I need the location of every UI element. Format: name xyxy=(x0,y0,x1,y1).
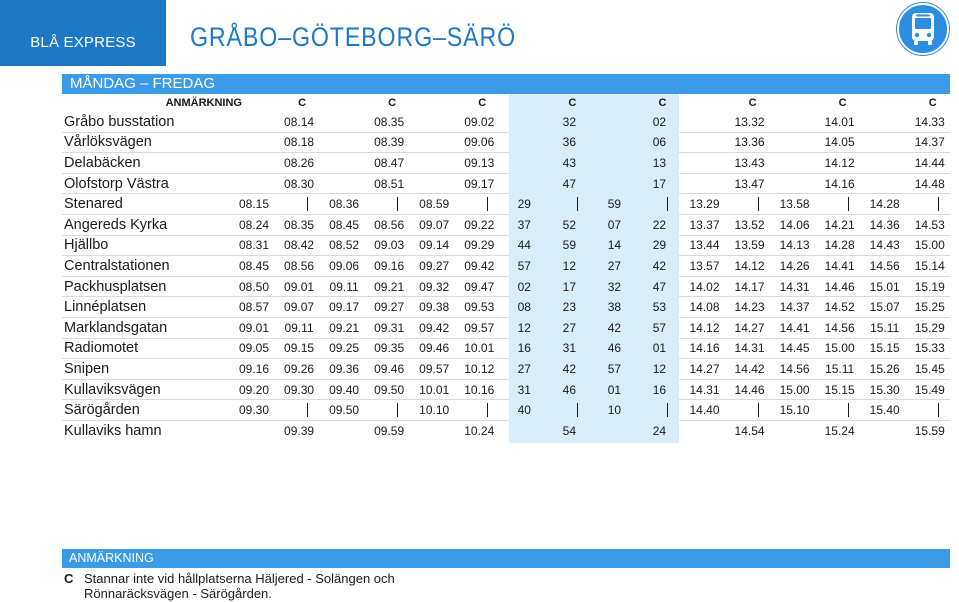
stop-row xyxy=(62,256,950,277)
departure-time: 15.15 xyxy=(824,382,855,397)
departure-time: 09.11 xyxy=(284,320,314,335)
departure-time: 01 xyxy=(607,382,622,397)
departure-time: 46 xyxy=(562,382,577,397)
departure-time: 14.06 xyxy=(779,217,810,232)
departure-time: 01 xyxy=(652,341,667,356)
departure-time: 09.50 xyxy=(329,403,360,418)
departure-time: 15.59 xyxy=(914,424,945,439)
stop-row xyxy=(62,421,950,442)
departure-time: 15.07 xyxy=(869,300,900,315)
departure-time: 08.18 xyxy=(284,135,315,150)
departure-time: 14.12 xyxy=(824,155,855,170)
departure-time: 14.37 xyxy=(914,135,945,150)
note-code: C xyxy=(388,97,397,109)
departure-time: 09.27 xyxy=(374,300,405,315)
day-label: MÅNDAG – FREDAG xyxy=(62,74,950,94)
departure-time: 15.10 xyxy=(779,403,810,418)
note-label: ANMÄRKNING xyxy=(165,97,242,109)
departure-time: 09.16 xyxy=(374,258,405,273)
departure-time: 14 xyxy=(607,238,622,253)
departure-time: 46 xyxy=(607,341,622,356)
stop-name: Särögården xyxy=(64,402,140,419)
departure-time: 57 xyxy=(652,320,667,335)
departure-time: 15.40 xyxy=(869,403,900,418)
departure-time: 02 xyxy=(652,114,667,129)
departure-time: 43 xyxy=(562,155,577,170)
departure-time: 14.53 xyxy=(914,217,945,232)
departure-time: 13.57 xyxy=(689,258,720,273)
departure-time: 59 xyxy=(562,238,577,253)
departure-time: 09.21 xyxy=(329,320,360,335)
departure-time: 09.27 xyxy=(419,258,450,273)
departure-time: 14.27 xyxy=(689,361,720,376)
note-code: C xyxy=(838,97,847,109)
pass-through-mark xyxy=(938,197,939,211)
stop-name: Kullaviks hamn xyxy=(64,423,162,440)
departure-time: 36 xyxy=(562,135,577,150)
stop-row xyxy=(62,359,950,380)
departure-time: 12 xyxy=(562,258,577,273)
departure-time: 14.36 xyxy=(869,217,900,232)
departure-time: 32 xyxy=(607,279,622,294)
departure-time: 31 xyxy=(517,382,531,397)
departure-time: 08.56 xyxy=(284,258,315,273)
departure-time: 14.56 xyxy=(869,258,900,273)
stop-name: Delabäcken xyxy=(64,154,141,171)
departure-time: 09.57 xyxy=(464,320,495,335)
departure-time: 09.50 xyxy=(374,382,405,397)
route-tab: BLÅ EXPRESS xyxy=(0,0,166,66)
departure-time: 27 xyxy=(562,320,577,335)
bus-icon xyxy=(896,2,950,56)
departure-time: 13.37 xyxy=(689,217,720,232)
stop-name: Stenared xyxy=(64,196,123,213)
departure-time: 09.06 xyxy=(329,258,360,273)
departure-time: 14.44 xyxy=(914,155,945,170)
remark-text: Stannar inte vid hållplatserna Häljered - Solängen och Rönnaräcksvägen - Särögården. xyxy=(84,571,395,601)
departure-time: 14.05 xyxy=(824,135,855,150)
departure-time: 08.51 xyxy=(374,176,405,191)
departure-time: 32 xyxy=(562,114,577,129)
pass-through-mark xyxy=(577,197,578,211)
departure-time: 14.01 xyxy=(824,114,855,129)
stop-row xyxy=(62,339,950,360)
departure-time: 14.56 xyxy=(779,361,810,376)
departure-time: 54 xyxy=(562,424,577,439)
departure-time: 09.16 xyxy=(238,361,270,376)
departure-time: 57 xyxy=(607,361,622,376)
stop-name: Snipen xyxy=(64,360,110,377)
departure-time: 09.06 xyxy=(464,135,495,150)
departure-time: 10.01 xyxy=(464,341,495,356)
pass-through-mark xyxy=(667,197,668,211)
departure-time: 15.11 xyxy=(870,320,900,335)
departure-time: 09.07 xyxy=(419,217,450,232)
departure-time: 08.39 xyxy=(374,135,405,150)
pass-through-mark xyxy=(307,403,308,417)
departure-time: 14.16 xyxy=(689,341,720,356)
departure-time: 09.42 xyxy=(464,258,495,273)
departure-time: 07 xyxy=(607,217,622,232)
departure-time: 14.02 xyxy=(689,279,720,294)
note-code: C xyxy=(478,97,487,109)
departure-time: 09.01 xyxy=(284,279,315,294)
stop-name: Angereds Kyrka xyxy=(64,216,168,233)
departure-time: 09.35 xyxy=(374,341,405,356)
departure-time: 14.12 xyxy=(689,320,720,335)
departure-time: 09.11 xyxy=(329,279,359,294)
departure-time: 14.37 xyxy=(779,300,810,315)
departure-time: 38 xyxy=(607,300,622,315)
departure-time: 09.59 xyxy=(374,424,405,439)
departure-time: 09.03 xyxy=(374,238,405,253)
stop-name: Kullaviksvägen xyxy=(64,381,161,398)
departure-time: 14.13 xyxy=(779,238,810,253)
departure-time: 14.41 xyxy=(779,320,810,335)
departure-time: 09.07 xyxy=(284,300,315,315)
departure-time: 08.26 xyxy=(284,155,315,170)
departure-time: 09.53 xyxy=(464,300,495,315)
departure-time: 08.57 xyxy=(238,300,270,315)
departure-time: 15.30 xyxy=(869,382,900,397)
departure-time: 15.14 xyxy=(914,258,945,273)
departure-time: 15.00 xyxy=(779,382,810,397)
departure-time: 13.36 xyxy=(734,135,765,150)
departure-time: 13.43 xyxy=(734,155,765,170)
departure-time: 14.56 xyxy=(824,320,855,335)
pass-through-mark xyxy=(577,403,578,417)
note-row xyxy=(62,94,950,112)
departure-time: 31 xyxy=(562,341,577,356)
stop-name: Packhusplatsen xyxy=(64,278,167,295)
departure-time: 14.43 xyxy=(869,238,900,253)
stop-name: Radiomotet xyxy=(64,340,139,357)
departure-time: 14.17 xyxy=(734,279,765,294)
departure-time: 57 xyxy=(517,258,531,273)
stop-name: Hjällbo xyxy=(64,237,109,254)
stop-row xyxy=(62,318,950,339)
departure-time: 08.42 xyxy=(284,238,315,253)
departure-time: 47 xyxy=(652,279,667,294)
departure-time: 08 xyxy=(517,300,531,315)
departure-time: 42 xyxy=(652,258,667,273)
departure-time: 13.58 xyxy=(779,197,810,212)
departure-time: 15.24 xyxy=(824,424,855,439)
departure-time: 09.14 xyxy=(419,238,450,253)
departure-time: 06 xyxy=(652,135,667,150)
departure-time: 10.24 xyxy=(464,424,495,439)
departure-time: 16 xyxy=(517,341,531,356)
timetable xyxy=(62,94,950,442)
departure-time: 13 xyxy=(652,155,667,170)
departure-time: 14.28 xyxy=(824,238,855,253)
departure-time: 14.46 xyxy=(824,279,855,294)
departure-time: 12 xyxy=(652,361,667,376)
departure-time: 23 xyxy=(562,300,577,315)
departure-time: 14.08 xyxy=(689,300,720,315)
departure-time: 09.26 xyxy=(284,361,315,376)
departure-time: 09.38 xyxy=(419,300,450,315)
departure-time: 29 xyxy=(652,238,667,253)
stop-row xyxy=(62,400,950,421)
note-code: C xyxy=(568,97,577,109)
departure-time: 15.11 xyxy=(825,361,855,376)
stop-name: Gråbo busstation xyxy=(64,113,175,130)
departure-time: 08.47 xyxy=(374,155,405,170)
departure-time: 09.01 xyxy=(238,320,270,335)
departure-time: 02 xyxy=(517,279,531,294)
departure-time: 14.16 xyxy=(824,176,855,191)
departure-time: 37 xyxy=(517,217,531,232)
departure-time: 15.26 xyxy=(869,361,900,376)
departure-time: 14.40 xyxy=(689,403,720,418)
pass-through-mark xyxy=(397,197,398,211)
stop-row xyxy=(62,297,950,318)
pass-through-mark xyxy=(848,403,849,417)
departure-time: 08.59 xyxy=(419,197,450,212)
pass-through-mark xyxy=(938,403,939,417)
departure-time: 09.22 xyxy=(464,217,495,232)
departure-time: 09.47 xyxy=(464,279,495,294)
pass-through-mark xyxy=(848,197,849,211)
departure-time: 42 xyxy=(562,361,577,376)
departure-time: 09.17 xyxy=(329,300,360,315)
departure-time: 14.26 xyxy=(779,258,810,273)
departure-time: 13.52 xyxy=(734,217,765,232)
departure-time: 09.57 xyxy=(419,361,450,376)
departure-time: 13.32 xyxy=(734,114,765,129)
departure-time: 15.33 xyxy=(914,341,945,356)
departure-time: 09.30 xyxy=(284,382,315,397)
stop-row xyxy=(62,133,950,154)
departure-time: 14.54 xyxy=(734,424,765,439)
departure-time: 14.27 xyxy=(734,320,765,335)
pass-through-mark xyxy=(487,403,488,417)
departure-time: 09.46 xyxy=(419,341,450,356)
stop-row xyxy=(62,174,950,195)
departure-time: 10.01 xyxy=(419,382,450,397)
pass-through-mark xyxy=(397,403,398,417)
departure-time: 09.13 xyxy=(464,155,495,170)
departure-time: 17 xyxy=(652,176,667,191)
note-code: C xyxy=(748,97,757,109)
departure-time: 15.49 xyxy=(914,382,945,397)
departure-time: 14.46 xyxy=(734,382,765,397)
departure-time: 09.17 xyxy=(464,176,495,191)
departure-time: 52 xyxy=(562,217,577,232)
stop-row xyxy=(62,236,950,257)
departure-time: 09.46 xyxy=(374,361,405,376)
stop-name: Olofstorp Västra xyxy=(64,175,169,192)
departure-time: 09.32 xyxy=(419,279,450,294)
departure-time: 24 xyxy=(652,424,667,439)
stop-row xyxy=(62,112,950,133)
departure-time: 08.36 xyxy=(329,197,360,212)
departure-time: 44 xyxy=(517,238,531,253)
departure-time: 09.42 xyxy=(419,320,450,335)
departure-time: 42 xyxy=(607,320,622,335)
departure-time: 14.45 xyxy=(779,341,810,356)
departure-time: 40 xyxy=(517,403,531,418)
remarks-title: ANMÄRKNING xyxy=(62,549,950,568)
departure-time: 10.10 xyxy=(419,403,450,418)
departure-time: 47 xyxy=(562,176,577,191)
stop-row xyxy=(62,215,950,236)
departure-time: 09.39 xyxy=(284,424,315,439)
departure-time: 09.30 xyxy=(238,403,270,418)
departure-time: 09.05 xyxy=(238,341,270,356)
pass-through-mark xyxy=(758,197,759,211)
departure-time: 08.35 xyxy=(284,217,315,232)
departure-time: 15.19 xyxy=(914,279,945,294)
departure-time: 15.25 xyxy=(914,300,945,315)
departure-time: 15.15 xyxy=(869,341,900,356)
stop-name: Linnéplatsen xyxy=(64,299,147,316)
remark-code: C xyxy=(64,571,74,586)
departure-time: 15.01 xyxy=(869,279,900,294)
departure-time: 14.31 xyxy=(689,382,720,397)
departure-time: 08.52 xyxy=(329,238,360,253)
stop-name: Vårlöksvägen xyxy=(64,134,152,151)
departure-time: 27 xyxy=(607,258,622,273)
departure-time: 08.24 xyxy=(238,217,270,232)
departure-time: 14.41 xyxy=(824,258,855,273)
departure-time: 08.56 xyxy=(374,217,405,232)
pass-through-mark xyxy=(667,403,668,417)
departure-time: 15.45 xyxy=(914,361,945,376)
stop-name: Marklandsgatan xyxy=(64,319,168,336)
departure-time: 27 xyxy=(517,361,531,376)
departure-time: 14.33 xyxy=(914,114,945,129)
pass-through-mark xyxy=(307,197,308,211)
stop-row xyxy=(62,153,950,174)
departure-time: 08.50 xyxy=(238,279,270,294)
route-title: GRÅBO–GÖTEBORG–SÄRÖ xyxy=(190,22,517,52)
departure-time: 29 xyxy=(517,197,531,212)
pass-through-mark xyxy=(758,403,759,417)
departure-time: 09.02 xyxy=(464,114,495,129)
departure-time: 08.15 xyxy=(238,197,270,212)
stop-row xyxy=(62,194,950,215)
departure-time: 53 xyxy=(652,300,667,315)
departure-time: 08.45 xyxy=(329,217,360,232)
departure-time: 10 xyxy=(607,403,622,418)
departure-time: 09.21 xyxy=(374,279,405,294)
pass-through-mark xyxy=(487,197,488,211)
departure-time: 10.12 xyxy=(464,361,495,376)
note-code: C xyxy=(928,97,937,109)
departure-time: 09.25 xyxy=(329,341,360,356)
departure-time: 09.29 xyxy=(464,238,495,253)
departure-time: 09.15 xyxy=(284,341,315,356)
departure-time: 59 xyxy=(607,197,622,212)
departure-time: 13.59 xyxy=(734,238,765,253)
departure-time: 22 xyxy=(652,217,667,232)
departure-time: 13.47 xyxy=(734,176,765,191)
stop-row xyxy=(62,277,950,298)
departure-time: 09.20 xyxy=(238,382,270,397)
departure-time: 14.31 xyxy=(779,279,810,294)
departure-time: 14.28 xyxy=(869,197,900,212)
departure-time: 10.16 xyxy=(464,382,495,397)
departure-time: 15.00 xyxy=(824,341,855,356)
note-code: C xyxy=(298,97,307,109)
departure-time: 14.52 xyxy=(824,300,855,315)
departure-time: 16 xyxy=(652,382,667,397)
departure-time: 08.31 xyxy=(238,238,270,253)
note-code: C xyxy=(658,97,667,109)
departure-time: 09.40 xyxy=(329,382,360,397)
departure-time: 15.00 xyxy=(914,238,945,253)
departure-time: 08.14 xyxy=(284,114,315,129)
departure-time: 12 xyxy=(517,320,531,335)
departure-time: 09.36 xyxy=(329,361,360,376)
departure-time: 08.30 xyxy=(284,176,315,191)
departure-time: 14.12 xyxy=(734,258,765,273)
departure-time: 09.31 xyxy=(374,320,405,335)
stop-name: Centralstationen xyxy=(64,257,170,274)
departure-time: 08.35 xyxy=(374,114,405,129)
departure-time: 14.48 xyxy=(914,176,945,191)
departure-time: 17 xyxy=(562,279,577,294)
departure-time: 14.21 xyxy=(824,217,855,232)
departure-time: 13.44 xyxy=(689,238,720,253)
departure-time: 15.29 xyxy=(914,320,945,335)
departure-time: 14.23 xyxy=(734,300,765,315)
departure-time: 14.42 xyxy=(734,361,765,376)
departure-time: 08.45 xyxy=(238,258,270,273)
departure-time: 14.31 xyxy=(734,341,765,356)
departure-time: 13.29 xyxy=(689,197,720,212)
stop-row xyxy=(62,380,950,401)
